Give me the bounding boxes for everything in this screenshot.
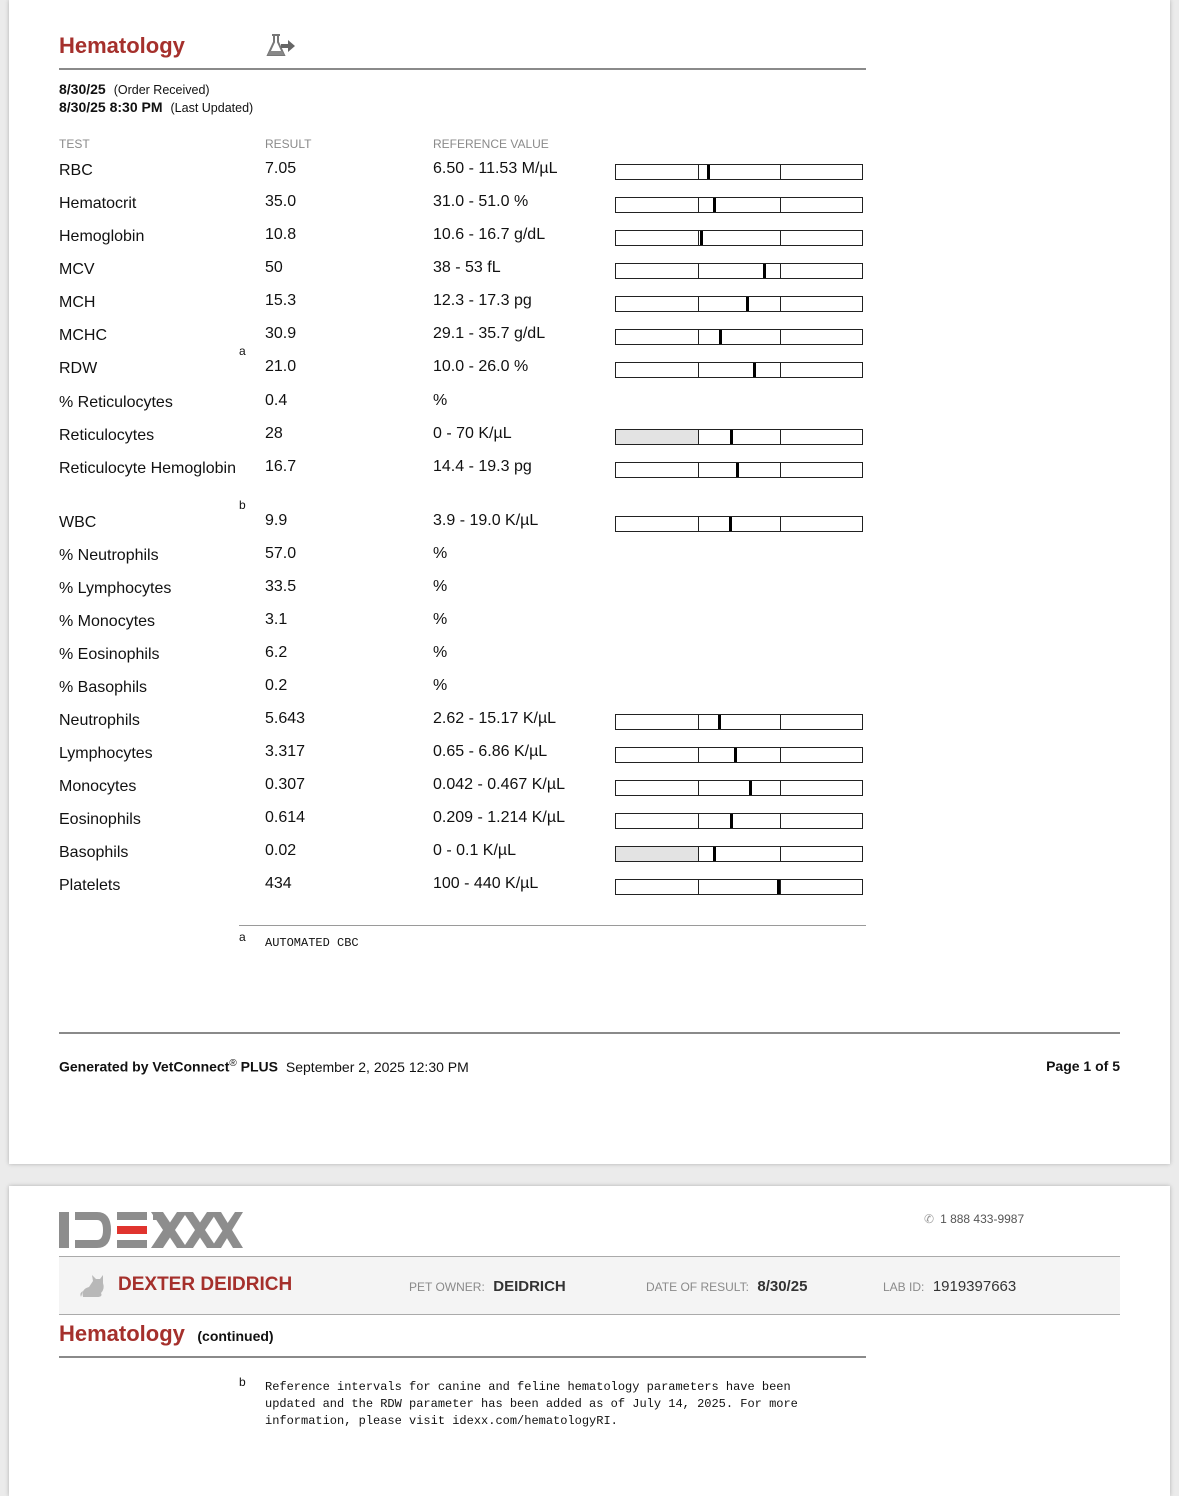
test-result: 35.0 (265, 193, 297, 210)
test-result: 0.2 (265, 677, 288, 694)
reference-value: 0.65 - 6.86 K/µL (433, 743, 548, 760)
test-name: % Monocytes (59, 613, 156, 630)
test-result: 57.0 (265, 545, 297, 562)
range-bar (615, 813, 863, 829)
generated-date: September 2, 2025 12:30 PM (285, 1058, 469, 1075)
section-title-2: Hematology (59, 1321, 185, 1346)
range-bar-low-limit (698, 463, 699, 477)
test-result: 434 (265, 875, 292, 892)
range-bar-low-limit (698, 231, 699, 245)
footnote-marker: a (239, 344, 246, 358)
result-marker (713, 847, 716, 861)
lab-id (883, 1278, 1016, 1296)
test-name: Reticulocyte Hemoglobin (59, 460, 236, 477)
range-bar-high-limit (780, 198, 781, 212)
test-name: MCH (59, 294, 96, 311)
test-result: 3.1 (265, 611, 288, 628)
section-title-continued (59, 1321, 274, 1347)
test-name: Lymphocytes (59, 745, 153, 762)
section-title: Hematology (59, 33, 185, 58)
test-result: 30.9 (265, 325, 297, 342)
test-name: MCV (59, 261, 95, 278)
range-bar-low-limit (698, 847, 699, 861)
test-result: 5.643 (265, 710, 306, 727)
result-marker (746, 297, 749, 311)
reference-value: % (433, 578, 448, 595)
report-page-1 (9, 0, 1170, 1164)
footnote-marker: b (239, 498, 246, 512)
result-marker (730, 814, 733, 828)
range-bar (615, 329, 863, 345)
range-bar-low-limit (698, 165, 699, 179)
range-bar-low-limit (698, 363, 699, 377)
test-result: 0.614 (265, 809, 306, 826)
reference-value: 10.6 - 16.7 g/dL (433, 226, 546, 243)
range-bar (615, 516, 863, 532)
pet-owner-value: DEIDRICH (493, 1278, 566, 1295)
lab-id-label: LAB ID: (883, 1280, 925, 1294)
test-result: 33.5 (265, 578, 297, 595)
test-result: 50 (265, 259, 283, 276)
reference-value: 3.9 - 19.0 K/µL (433, 512, 539, 529)
range-bar (615, 164, 863, 180)
test-name: % Lymphocytes (59, 580, 172, 597)
reference-value: % (433, 392, 448, 409)
last-updated-date: 8/30/25 8:30 PM (59, 99, 163, 115)
range-bar-high-limit (780, 430, 781, 444)
test-name: Hemoglobin (59, 228, 145, 245)
range-bar-high-limit (780, 814, 781, 828)
test-name: % Reticulocytes (59, 394, 173, 411)
note-a-marker: a (239, 930, 246, 944)
reference-value: 29.1 - 35.7 g/dL (433, 325, 546, 342)
phone-number: 1 888 433-9987 (940, 1212, 1025, 1226)
reference-value: 38 - 53 fL (433, 259, 501, 276)
note-b-text: Reference intervals for canine and feline hematology parameters have been updated and the RDW parameter has been added as of July 14, 2025. For more information, please visit idexx.com/hematologyRI. (265, 1380, 798, 1428)
generated-by (59, 1058, 469, 1075)
result-marker (763, 264, 766, 278)
range-bar (615, 296, 863, 312)
phone-icon: ✆ (924, 1212, 935, 1226)
reference-value: 0.209 - 1.214 K/µL (433, 809, 565, 826)
range-bar (615, 429, 863, 445)
page-number: Page 1 of 5 (1046, 1058, 1120, 1074)
note-b-marker: b (239, 1375, 246, 1389)
reference-value: 0 - 0.1 K/µL (433, 842, 517, 859)
range-bar-high-limit (780, 363, 781, 377)
phone[interactable] (924, 1212, 1024, 1226)
test-result: 3.317 (265, 743, 306, 760)
reference-value: 100 - 440 K/µL (433, 875, 539, 892)
range-bar (615, 263, 863, 279)
range-bar (615, 879, 863, 895)
test-result: 10.8 (265, 226, 297, 243)
patient-band (59, 1256, 1120, 1315)
test-name: Platelets (59, 877, 121, 894)
test-result: 15.3 (265, 292, 297, 309)
range-bar (615, 462, 863, 478)
cat-icon (79, 1273, 109, 1299)
title-rule-2 (59, 1356, 866, 1358)
lab-id-value: 1919397663 (932, 1278, 1017, 1295)
test-result: 7.05 (265, 160, 297, 177)
result-marker (734, 748, 737, 762)
test-result: 0.307 (265, 776, 306, 793)
reference-value: 14.4 - 19.3 pg (433, 458, 532, 475)
continued-label: (continued) (197, 1328, 274, 1344)
test-name: RDW (59, 360, 98, 377)
result-marker (729, 517, 732, 531)
range-bar-low-limit (698, 715, 699, 729)
pet-owner-label: PET OWNER: (409, 1280, 485, 1294)
range-bar-high-limit (780, 330, 781, 344)
result-marker (753, 363, 756, 377)
range-bar (615, 197, 863, 213)
test-result: 21.0 (265, 358, 297, 375)
test-result: 0.02 (265, 842, 297, 859)
order-received-label: (Order Received) (113, 83, 210, 97)
report-page-2 (9, 1186, 1170, 1496)
lab-flask-arrow-icon[interactable] (265, 33, 297, 59)
notes-rule (239, 925, 866, 926)
reference-value: % (433, 545, 448, 562)
range-bar-low-limit (698, 430, 699, 444)
range-bar-low-limit (698, 748, 699, 762)
range-bar-low-limit (698, 330, 699, 344)
range-bar-low-limit (698, 781, 699, 795)
reference-value: % (433, 644, 448, 661)
range-bar-high-limit (780, 781, 781, 795)
note-a-text: AUTOMATED CBC (265, 936, 359, 950)
range-bar-low-limit (698, 264, 699, 278)
test-name: RBC (59, 162, 93, 179)
range-bar-low-limit (698, 297, 699, 311)
result-marker (730, 430, 733, 444)
range-bar (615, 362, 863, 378)
test-name: Monocytes (59, 778, 137, 795)
date-of-result-value: 8/30/25 (757, 1278, 808, 1295)
test-name: Hematocrit (59, 195, 137, 212)
test-name: WBC (59, 514, 97, 531)
reference-value: % (433, 677, 448, 694)
range-bar-high-limit (780, 264, 781, 278)
range-bar-high-limit (780, 165, 781, 179)
reference-value: 31.0 - 51.0 % (433, 193, 529, 210)
range-bar-high-limit (780, 231, 781, 245)
range-bar (615, 714, 863, 730)
plus-label: PLUS (240, 1058, 278, 1075)
result-marker (749, 781, 752, 795)
range-bar-shade (616, 430, 698, 444)
range-bar-high-limit (780, 517, 781, 531)
pet-owner (409, 1278, 566, 1296)
result-marker (718, 715, 721, 729)
col-header-test: TEST (59, 137, 90, 151)
result-marker (713, 198, 716, 212)
range-bar (615, 780, 863, 796)
range-bar-high-limit (780, 715, 781, 729)
range-bar-high-limit (780, 297, 781, 311)
col-header-result: RESULT (265, 137, 312, 151)
footer-rule (59, 1032, 1120, 1034)
test-result: 28 (265, 425, 283, 442)
idexx-logo (59, 1212, 243, 1248)
result-marker (777, 880, 780, 894)
test-name: % Neutrophils (59, 547, 159, 564)
reference-value: 0 - 70 K/µL (433, 425, 512, 442)
test-result: 16.7 (265, 458, 297, 475)
range-bar-high-limit (780, 748, 781, 762)
test-result: 0.4 (265, 392, 288, 409)
range-bar-high-limit (780, 463, 781, 477)
test-name: Neutrophils (59, 712, 140, 729)
range-bar-low-limit (698, 198, 699, 212)
patient-name: DEXTER DEIDRICH (118, 1274, 293, 1295)
test-name: Eosinophils (59, 811, 141, 828)
registered-mark: ® (229, 1058, 237, 1069)
range-bar (615, 846, 863, 862)
result-marker (707, 165, 710, 179)
range-bar (615, 230, 863, 246)
order-received-date: 8/30/25 (59, 81, 106, 97)
test-name: % Basophils (59, 679, 148, 696)
last-updated-label: (Last Updated) (170, 101, 254, 115)
result-marker (719, 330, 722, 344)
reference-value: 2.62 - 15.17 K/µL (433, 710, 557, 727)
order-dates (59, 81, 253, 117)
test-name: MCHC (59, 327, 107, 344)
range-bar (615, 747, 863, 763)
title-rule (59, 68, 866, 70)
range-bar-shade (616, 847, 698, 861)
generated-by-label: Generated by VetConnect (59, 1058, 230, 1075)
reference-value: 10.0 - 26.0 % (433, 358, 529, 375)
range-bar-low-limit (698, 517, 699, 531)
reference-value: 12.3 - 17.3 pg (433, 292, 532, 309)
date-of-result (646, 1278, 807, 1296)
test-result: 6.2 (265, 644, 288, 661)
date-of-result-label: DATE OF RESULT: (646, 1280, 749, 1294)
result-marker (736, 463, 739, 477)
test-name: Basophils (59, 844, 129, 861)
reference-value: 0.042 - 0.467 K/µL (433, 776, 565, 793)
range-bar-high-limit (780, 847, 781, 861)
range-bar-low-limit (698, 880, 699, 894)
range-bar-low-limit (698, 814, 699, 828)
reference-value: 6.50 - 11.53 M/µL (433, 160, 558, 177)
reference-value: % (433, 611, 448, 628)
test-name: % Eosinophils (59, 646, 160, 663)
result-marker (700, 231, 703, 245)
test-name: Reticulocytes (59, 427, 155, 444)
col-header-reference: REFERENCE VALUE (433, 137, 549, 151)
test-result: 9.9 (265, 512, 288, 529)
